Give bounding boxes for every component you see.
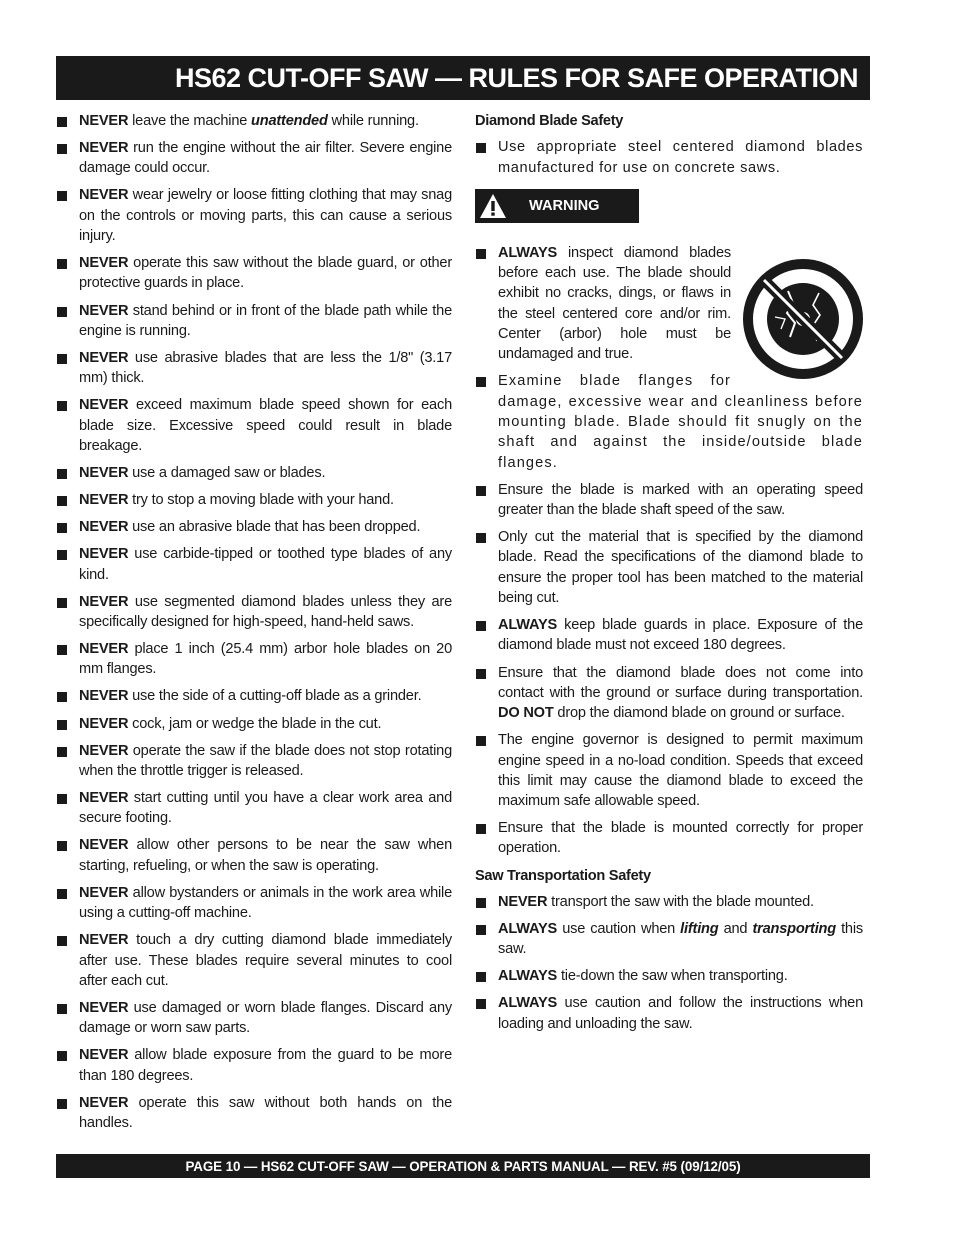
list-item: Ensure that the blade is mounted correctly for proper operation. (475, 818, 863, 859)
list-item: Examine blade flanges for damage, excessive wear and cleanliness before mounting blade. Blade should fit snugly on the shaft and against the inside/outside blade flanges. (475, 371, 863, 472)
warning-triangle-icon (475, 189, 511, 223)
list-item: NEVER use the side of a cutting-off blade as a grinder. (56, 686, 452, 706)
list-item: NEVER start cutting until you have a clear work area and secure footing. (56, 788, 452, 829)
list-item: NEVER wear jewelry or loose fitting clothing that may snag on the controls or moving parts, this can cause a serious injury. (56, 185, 452, 246)
section-heading: Diamond Blade Safety (475, 113, 624, 129)
warning-label (475, 189, 639, 223)
list-item: ALWAYS inspect diamond blades before each use. The blade should exhibit no cracks, dings, or flaws in the steel centered core and/or rim. Center (arbor) hole must be undamaged and true. (475, 243, 863, 365)
list-item: NEVER touch a dry cutting diamond blade immediately after use. These blades require several minutes to cool after each cut. (56, 930, 452, 991)
right-column (475, 111, 863, 1041)
list-item: NEVER run the engine without the air filter. Severe engine damage could occur. (56, 138, 452, 179)
list-item: NEVER use a damaged saw or blades. (56, 463, 452, 483)
left-column (56, 111, 452, 1140)
list-item: NEVER leave the machine unattended while running. (56, 111, 452, 131)
list-item: ALWAYS keep blade guards in place. Exposure of the diamond blade must not exceed 180 degrees. (475, 615, 863, 656)
list-item: NEVER use carbide-tipped or toothed type blades of any kind. (56, 544, 452, 585)
list-item: NEVER use damaged or worn blade flanges. Discard any damage or worn saw parts. (56, 998, 452, 1039)
list-item: NEVER use abrasive blades that are less the 1/8" (3.17 mm) thick. (56, 348, 452, 389)
list-item: NEVER operate the saw if the blade does not stop rotating when the throttle trigger is released. (56, 741, 452, 782)
list-item: NEVER allow blade exposure from the guard to be more than 180 degrees. (56, 1045, 452, 1086)
list-item: NEVER transport the saw with the blade mounted. (475, 892, 863, 912)
list-item: NEVER stand behind or in front of the blade path while the engine is running. (56, 301, 452, 342)
warning-text: WARNING (529, 197, 600, 214)
list-item: NEVER operate this saw without the blade guard, or other protective guards in place. (56, 253, 452, 294)
list-item: NEVER place 1 inch (25.4 mm) arbor hole blades on 20 mm flanges. (56, 639, 452, 680)
list-item: NEVER allow bystanders or animals in the work area while using a cutting-off machine. (56, 883, 452, 924)
list-item: Ensure that the diamond blade does not come into contact with the ground or surface during transportation. DO NOT drop the diamond blade on ground or surface. (475, 663, 863, 724)
list-item: NEVER exceed maximum blade speed shown for each blade size. Excessive speed could result in blade breakage. (56, 395, 452, 456)
no-damaged-blade-icon (741, 257, 865, 381)
list-item: Only cut the material that is specified by the diamond blade. Read the specifications of the diamond blade to ensure the proper tool has been matched to the material being cut. (475, 527, 863, 608)
list-item: The engine governor is designed to permit maximum engine speed in a no-load condition. Speeds that exceed this limit may cause the diamond blade to exceed the maximum safe allowable speed. (475, 730, 863, 811)
list-item: NEVER operate this saw without both hands on the handles. (56, 1093, 452, 1134)
inspect-block (475, 243, 863, 473)
list-item: NEVER try to stop a moving blade with your hand. (56, 490, 452, 510)
list-item: NEVER allow other persons to be near the saw when starting, refueling, or when the saw is operating. (56, 835, 452, 876)
page-title: HS62 CUT-OFF SAW — RULES FOR SAFE OPERATION (56, 56, 870, 100)
list-item: ALWAYS tie-down the saw when transporting. (475, 966, 863, 986)
section-heading: Saw Transportation Safety (475, 867, 651, 884)
list-item: Use appropriate steel centered diamond blades manufactured for use on concrete saws. (475, 137, 863, 178)
list-item: NEVER use segmented diamond blades unless they are specifically designed for high-speed, hand-held saws. (56, 592, 452, 633)
page-footer: PAGE 10 — HS62 CUT-OFF SAW — OPERATION & PARTS MANUAL — REV. #5 (09/12/05) (56, 1154, 870, 1178)
list-item: NEVER use an abrasive blade that has been dropped. (56, 517, 452, 537)
list-item: NEVER cock, jam or wedge the blade in the cut. (56, 714, 452, 734)
list-item: Ensure the blade is marked with an operating speed greater than the blade shaft speed of the saw. (475, 480, 863, 521)
list-item: ALWAYS use caution and follow the instructions when loading and unloading the saw. (475, 993, 863, 1034)
list-item: ALWAYS use caution when lifting and transporting this saw. (475, 919, 863, 960)
